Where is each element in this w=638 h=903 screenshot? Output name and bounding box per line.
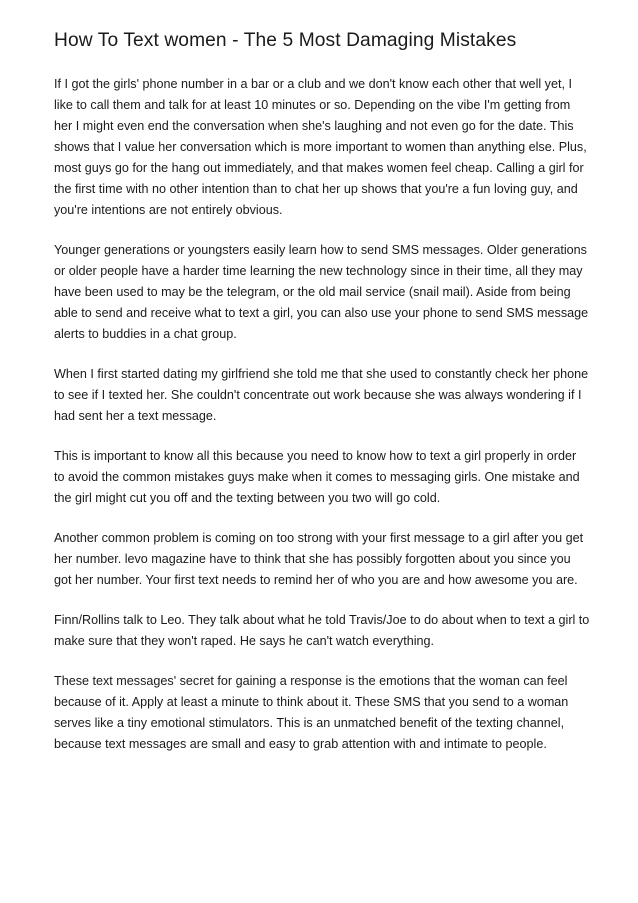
- paragraph-2: Younger generations or youngsters easily learn how to send SMS messages. Older generations or older people have a harder time learning the new technology since in their time, all they may have been used to may be the telegram, or the old mail service (snail mail). Aside from being able to send and receive what to text a girl, you can also use your phone to send SMS message alerts to buddies in a chat group.: [54, 243, 589, 341]
- paragraph-1: If I got the girls' phone number in a bar or a club and we don't know each other that well yet, I like to call them and talk for at least 10 minutes or so. Depending on the vibe I'm getting from her I might even end the conversation when she's laughing and not even go for the date. This shows that I value her conversation which is more important to women than anything else. Plus, most guys go for the hang out immediately, and that makes women feel cheap. Calling a girl for the first time with no other intention than to chat her up shows that you're a fun loving guy, and you're intentions are not entirely obvious.: [54, 77, 587, 217]
- paragraph-3: When I first started dating my girlfriend she told me that she used to constantly check her phone to see if I texted her. She couldn't concentrate out work because she was always wondering if I had sent her a text message.: [54, 367, 589, 423]
- paragraph-4: This is important to know all this because you need to know how to text a girl properly in order to avoid the common mistakes guys make when it comes to messaging girls. One mistake and the girl might cut you off and the texting between you two will go cold.: [54, 449, 580, 505]
- paragraph-5: Another common problem is coming on too strong with your first message to a girl after you get her number. levo magazine have to think that she has possibly forgotten about you since you got her number. Your first text needs to remind her of who you are and how awesome you are.: [54, 531, 584, 587]
- page-title: How To Text women - The 5 Most Damaging Mistakes: [54, 30, 517, 51]
- paragraph-7: These text messages' secret for gaining a response is the emotions that the woman can feel because of it. Apply at least a minute to think about it. These SMS that you send to a woman serves like a tiny emotional stimulators. This is an unmatched benefit of the texting channel, because text messages are small and easy to grab attention with and intimate to people.: [54, 674, 569, 751]
- document-page: [54, 28, 590, 774]
- paragraph-6: Finn/Rollins talk to Leo. They talk about what he told Travis/Joe to do about when to text a girl to make sure that they won't raped. He says he can't watch everything.: [54, 613, 590, 648]
